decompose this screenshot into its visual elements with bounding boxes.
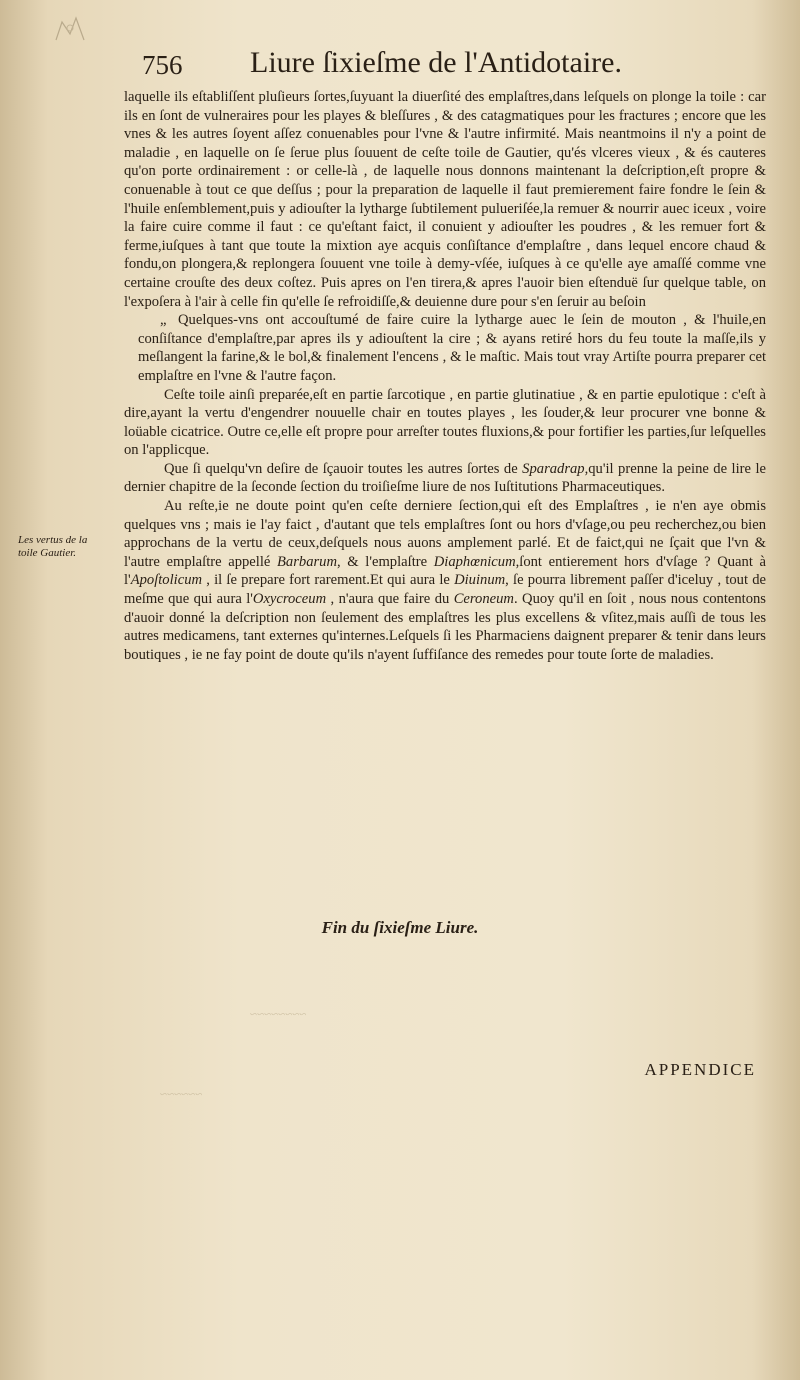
paragraph-3: Ceſte toile ainſi preparée,eſt en partie ſarcotique , en partie glutinatiue , & en partie epulotique : c'eſt à dire,ayant la vertu d'engendrer nouuelle chair en toutes playes , les ſouder,& leur procurer vne bonne & loüable cicatrice. Outre ce,elle eſt propre pour arreſter toutes fluxions,& pour fortifier les parties,ſur leſquelles on l'applicque. [124, 386, 766, 459]
paragraph-2-text: Quelques-vns ont accouſtumé de faire cuire la lytharge auec le ſein de mouton , & l'huile,en conſiſtance d'emplaſtre,par apres ils y adiouſtent la cire ; & ayans retiré hors du feu toute la maſſe,ils y meſlangent la farine,& le bol,& finalement l'encens , & le maſtic. Mais tout vray Artiſte pourra preparer cet emplaſtre en l'vne & l'autre façon. [138, 312, 766, 384]
term-oxycroceum: Oxycroceum [252, 591, 327, 608]
end-of-book-line: Fin du ſixieſme Liure. [321, 918, 479, 937]
term-apostolicum: Apoſtolicum [130, 572, 203, 589]
term-ceroneum: Ceroneum [453, 591, 514, 608]
paragraph-4 [124, 460, 766, 497]
paragraph-5 [124, 497, 766, 664]
quotation-mark: „ [160, 312, 167, 329]
margin-note: Les vertus de la toile Gautier. [18, 534, 88, 559]
printer-ornament-icon [52, 14, 88, 44]
page-number: 756 [142, 50, 183, 80]
paragraph-5-text-c: ,ſont entierement hors d'vſage ? Quant à l' [124, 553, 766, 589]
term-barbarum: Barbarum [277, 553, 338, 570]
show-through-text: ~~~~~~ [160, 1086, 203, 1101]
paragraph-5-text-f: , n'aura que faire du [326, 591, 454, 608]
paragraph-5-text-g: . Quoy qu'il en ſoit , nous nous contentons d'auoir donné la deſcription non ſeulement des emplaſtres les plus excellens & vſitez,mais auſſi de tous les autres medicamens, tant externes qu'internes.Leſquels ſi les Pharmaciens daignent preparer & tenir dans leurs boutiques , ie ne fay point de doute qu'ils n'ayent ſuffiſance des remedes pour toute ſorte de maladies. [124, 591, 766, 663]
paragraph-1: laquelle ils eſtabliſſent pluſieurs ſortes,ſuyuant la diuerſité des emplaſtres,dans leſquels on plonge la toile : car ils en ſont de vulneraires pour les playes & bleſſures , & des catagmatiques pour les fractures ; encore que les vnes & les autres ſoyent aſſez conuenables pour l'vne & l'autre infirmité. Mais neantmoins il n'y a point de maladie , en laquelle on ſe ſerue plus ſouuent de ceſte toile de Gautier, qu'és vlceres vieux , & és cauteres qu'on porte ordinairement : or celle-là , de laquelle nous donnons maintenant la deſcription,eſt propre & conuenable à tout ce que deſſus ; pour la preparation de laquelle il faut premierement faire fondre le ſein & l'huile enſemblement,puis y adiouſter la lytharge ſubtilement pulueriſée,la remuer & nourrir auec iceux , voire la faire cuire comme il faut : ce qu'eſtant faict, il conuient y adiouſter les poudres , & les remuer fort & ferme,iuſques à tant que toute la mixtion aye acquis conſiſtance d'emplaſtre , dans lequel encore chaud & fondu,on plongera,& replongera ſouuent vne toile à demy-vſée, iuſques à ce qu'elle aye amaſſé comme vne certaine crouſte des deux coſtez. Puis apres on l'en tirera,& apres l'auoir bien eſtenduë ſur quelque table, on l'expoſera à l'air à celle fin qu'elle ſe refroidiſſe,& deuienne dure pour s'en ſeruir au beſoin [124, 89, 766, 310]
paragraph-5-text-e: , ſe pourra librement paſſer d'iceluy , tout de meſme que qui aura l' [124, 572, 767, 608]
paragraph-5-text-d: , il ſe prepare fort rarement.Et qui aura le [202, 572, 455, 589]
paragraph-4-text-b: ,qu'il prenne la peine de lire le dernier chapitre de la ſeconde ſection du troiſieſme liure de nos Iuſtitutions Pharmaceutiques. [124, 460, 767, 496]
paragraph-5-text-a: Au reſte,ie ne doute point qu'en ceſte derniere ſection,qui eſt des Emplaſtres , ie n'en aye obmis quelques vns ; mais ie l'ay faict , d'autant que tels emplaſtres ſont ou hors d'vſage,ou peu recherchez,ou bien approchans de la vertu de ceux,deſquels nous auons amplement parlé. Et de faict,qui ne ſçait que l'vn & l'autre emplaſtre appellé [124, 498, 766, 570]
paragraph-5-text-b: , & l'emplaſtre [337, 553, 434, 570]
body-text [124, 88, 766, 664]
page-header [142, 44, 782, 94]
running-title: Liure ſixieſme de l'Antidotaire. [250, 46, 622, 79]
term-diaphoenicum: Diaphœnicum [433, 553, 516, 570]
term-sparadrap: Sparadrap [522, 460, 585, 477]
term-diuinum: Diuinum [454, 572, 506, 589]
paragraph-4-text-a: Que ſi quelqu'vn deſire de ſçauoir toutes les autres ſortes de [164, 460, 523, 477]
catchword: APPENDICE [644, 1060, 756, 1079]
paragraph-2 [124, 311, 766, 385]
show-through-text: ~~~~~~~~ [250, 1006, 307, 1021]
